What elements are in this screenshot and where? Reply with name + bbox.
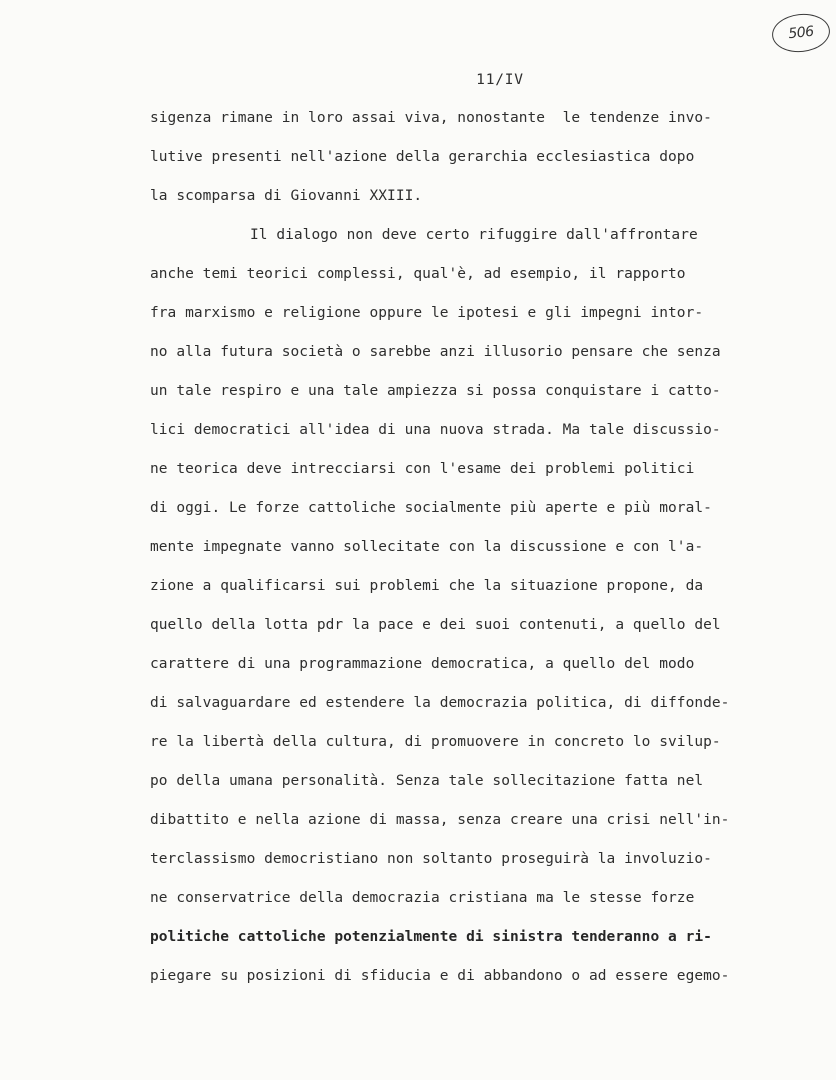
text-line: anche temi teorici complessi, qual'è, ad esempio, il rapporto xyxy=(150,266,686,282)
text-line: di salvaguardare ed estendere la democrazia politica, di diffonde- xyxy=(150,695,730,711)
stamp-number: 506 xyxy=(787,23,815,43)
text-line: terclassismo democristiano non soltanto proseguirà la involuzio- xyxy=(150,851,712,867)
text-line: dibattito e nella azione di massa, senza creare una crisi nell'in- xyxy=(150,812,730,828)
archive-stamp xyxy=(770,11,832,55)
text-line: fra marxismo e religione oppure le ipotesi e gli impegni intor- xyxy=(150,305,704,321)
page-number: 11/IV xyxy=(476,72,524,88)
text-line: un tale respiro e una tale ampiezza si possa conquistare i catto- xyxy=(150,383,721,399)
text-line: di oggi. Le forze cattoliche socialmente più aperte e più moral- xyxy=(150,500,712,516)
text-line: sigenza rimane in loro assai viva, nonostante le tendenze invo- xyxy=(150,110,712,126)
text-line: po della umana personalità. Senza tale sollecitazione fatta nel xyxy=(150,773,704,789)
text-line: politiche cattoliche potenzialmente di sinistra tenderanno a ri- xyxy=(150,929,712,945)
text-line: re la libertà della cultura, di promuovere in concreto lo svilup- xyxy=(150,734,721,750)
text-line: carattere di una programmazione democratica, a quello del modo xyxy=(150,656,695,672)
text-line: quello della lotta pdr la pace e dei suoi contenuti, a quello del xyxy=(150,617,721,633)
text-line: ne conservatrice della democrazia cristiana ma le stesse forze xyxy=(150,890,695,906)
text-line: no alla futura società o sarebbe anzi illusorio pensare che senza xyxy=(150,344,721,360)
text-line: lutive presenti nell'azione della gerarchia ecclesiastica dopo xyxy=(150,149,695,165)
text-line: zione a qualificarsi sui problemi che la situazione propone, da xyxy=(150,578,704,594)
text-line: ne teorica deve intrecciarsi con l'esame dei problemi politici xyxy=(150,461,695,477)
text-line: la scomparsa di Giovanni XXIII. xyxy=(150,188,423,204)
text-line: mente impegnate vanno sollecitate con la discussione e con l'a- xyxy=(150,539,704,555)
text-line: lici democratici all'idea di una nuova strada. Ma tale discussio- xyxy=(150,422,721,438)
text-line: piegare su posizioni di sfiducia e di abbandono o ad essere egemo- xyxy=(150,968,730,984)
text-line: Il dialogo non deve certo rifuggire dall'affrontare xyxy=(250,227,698,243)
